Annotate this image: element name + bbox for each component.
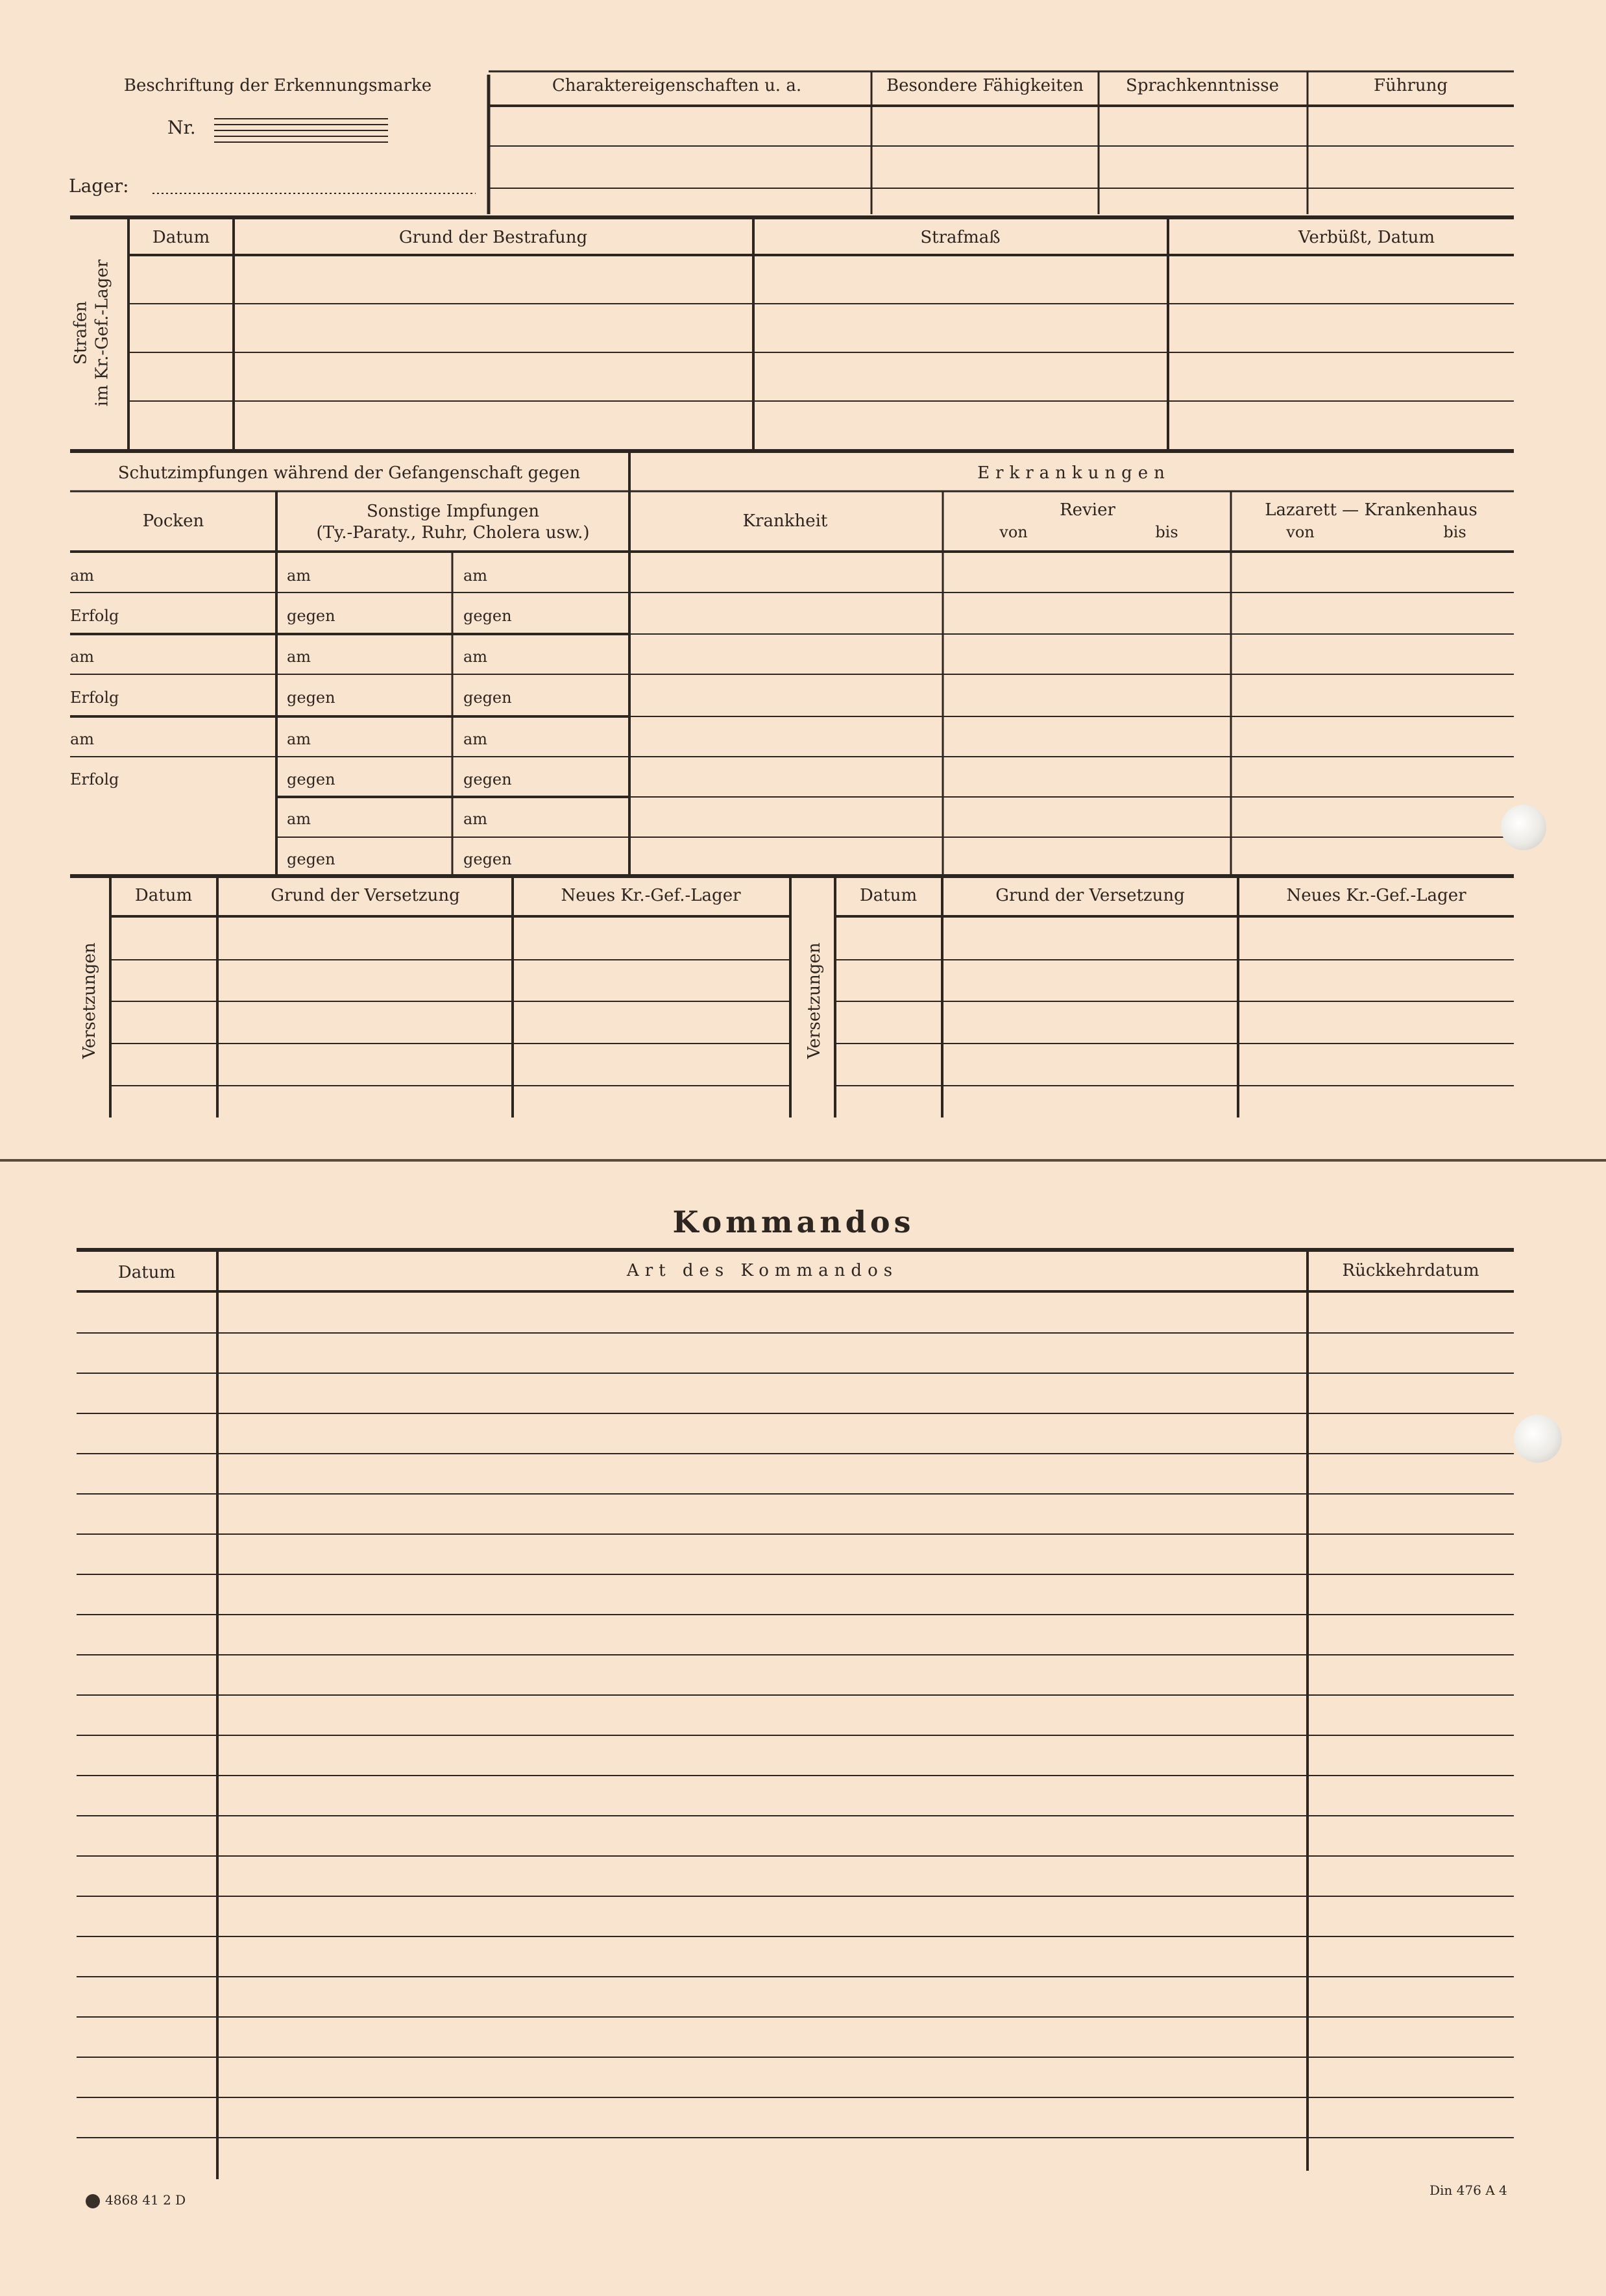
revier-von: von <box>999 523 1028 541</box>
vacc-left-label: am <box>70 648 95 666</box>
transfers-side-label-right: Versetzungen <box>805 942 824 1059</box>
tag-nr-label: Nr. <box>167 117 196 138</box>
kommandos-header-type: Art des Kommandos <box>626 1261 899 1280</box>
penalties-side-label-line1: Strafen <box>71 301 91 365</box>
vaccinations-title: Schutzimpfungen während der Gefangenschaft gegen <box>117 463 581 483</box>
vacc-left-label: Erfolg <box>70 689 119 707</box>
illnesses-title: Erkrankungen <box>977 463 1171 483</box>
vacc-pair-label: am <box>463 648 488 666</box>
vaccinations-pocken-header: Pocken <box>142 511 204 531</box>
vacc-pair-label: gegen <box>287 770 335 788</box>
vacc-left-label: Erfolg <box>70 770 119 788</box>
revier-bis: bis <box>1155 523 1178 541</box>
header-languages: Sprachkenntnisse <box>1126 76 1279 95</box>
tag-lager-label: Lager: <box>69 175 129 197</box>
penalties-header-served: Verbüßt, Datum <box>1298 228 1435 247</box>
penalties-side-label <box>71 260 113 406</box>
vacc-pair-label: am <box>287 810 311 828</box>
vaccinations-other-line1: Sonstige Impfungen <box>366 502 540 521</box>
transfers-left-header-reason: Grund der Versetzung <box>271 886 460 905</box>
transfers-right-header-date: Datum <box>859 886 918 905</box>
vacc-pair-label: am <box>287 648 311 666</box>
penalties-header-reason: Grund der Bestrafung <box>398 228 588 247</box>
vacc-pair-label: am <box>463 810 488 828</box>
vacc-pair-label: gegen <box>287 607 335 625</box>
header-character: Charaktereigenschaften u. a. <box>552 76 802 95</box>
vaccinations-other-header <box>316 501 589 543</box>
illnesses-header-revier: Revier <box>1060 500 1115 520</box>
vacc-pair-label: am <box>463 567 488 585</box>
vacc-left-label: am <box>70 730 95 748</box>
penalties-header-measure: Strafmaß <box>920 228 1001 247</box>
kommandos-title: Kommandos <box>672 1204 915 1240</box>
illnesses-header-hospital: Lazarett — Krankenhaus <box>1265 500 1478 520</box>
transfers-right-header-camp: Neues Kr.-Gef.-Lager <box>1286 886 1466 905</box>
vacc-pair-label: gegen <box>463 770 512 788</box>
punch-hole <box>1501 805 1546 850</box>
vacc-pair-label: am <box>287 730 311 748</box>
penalties-header-date: Datum <box>152 228 210 247</box>
vacc-pair-label: gegen <box>463 689 512 707</box>
tag-title: Beschriftung der Erkennungsmarke <box>123 76 432 95</box>
vacc-pair-label: gegen <box>287 689 335 707</box>
print-code <box>86 2193 186 2208</box>
transfers-side-label-left: Versetzungen <box>80 942 99 1059</box>
vacc-pair-label: gegen <box>463 607 512 625</box>
transfers-left-header-camp: Neues Kr.-Gef.-Lager <box>561 886 741 905</box>
punch-hole <box>1514 1415 1562 1463</box>
kommandos-header-date: Datum <box>117 1263 176 1282</box>
hospital-bis: bis <box>1443 523 1466 541</box>
print-code-text: 4868 41 2 D <box>105 2192 186 2208</box>
vacc-left-label: am <box>70 567 95 585</box>
transfers-left-header-date: Datum <box>134 886 193 905</box>
header-conduct: Führung <box>1373 76 1448 95</box>
kommandos-header-return: Rückkehrdatum <box>1342 1261 1479 1280</box>
fold-line <box>0 1159 1606 1162</box>
illnesses-header-disease: Krankheit <box>742 511 828 531</box>
penalties-side-label-line2: im Kr.-Gef.-Lager <box>92 259 112 407</box>
din-label: Din 476 A 4 <box>1430 2182 1507 2198</box>
vacc-pair-label: am <box>287 567 311 585</box>
vaccinations-other-line2: (Ty.-Paraty., Ruhr, Cholera usw.) <box>316 522 590 543</box>
transfers-right-header-reason: Grund der Versetzung <box>995 886 1185 905</box>
header-skills: Besondere Fähigkeiten <box>886 76 1084 95</box>
print-mark-icon <box>86 2194 100 2208</box>
vacc-pair-label: gegen <box>463 850 512 868</box>
vacc-pair-label: am <box>463 730 488 748</box>
hospital-von: von <box>1286 523 1315 541</box>
vacc-left-label: Erfolg <box>70 607 119 625</box>
vacc-pair-label: gegen <box>287 850 335 868</box>
